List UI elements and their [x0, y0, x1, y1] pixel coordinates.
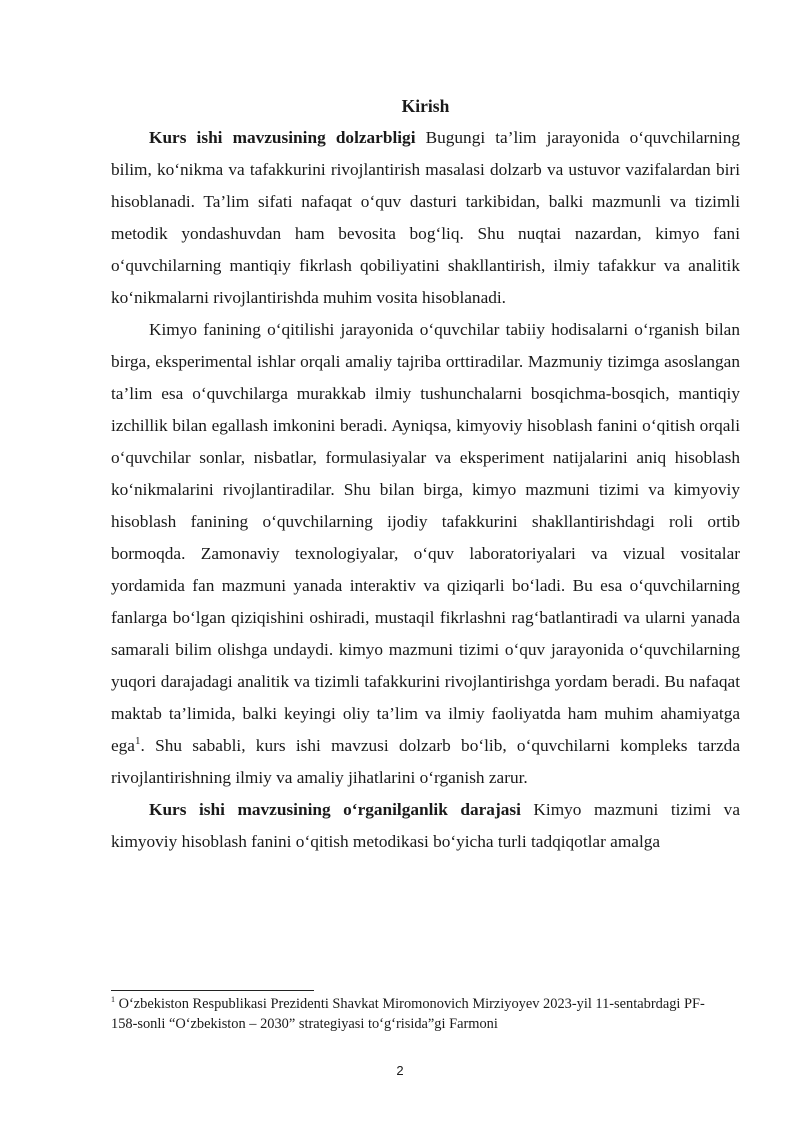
- footnote: [111, 994, 731, 1034]
- paragraph-study-degree: [111, 794, 740, 858]
- paragraph-lead: Kurs ishi mavzusining o‘rganilganlik darajasi: [149, 800, 521, 819]
- paragraph-chemistry-teaching: [111, 314, 740, 794]
- paragraph-text: . Shu sababli, kurs ishi mavzusi dolzarb bo‘lib, o‘quvchilarni kompleks tarzda rivojlantirishning ilmiy va amaliy jihatlarini o‘rganish zarur.: [111, 736, 740, 787]
- paragraph-lead: Kurs ishi mavzusining dolzarbligi: [149, 128, 416, 147]
- footnote-mark: 1: [111, 995, 115, 1005]
- paragraph-text: Kimyo mazmuni tizimi va kimyoviy hisoblash fanini o‘qitish metodikasi bo‘yicha turli tadqiqotlar amalga: [111, 800, 740, 851]
- footnote-text: O‘zbekiston Respublikasi Prezidenti Shavkat Miromonovich Mirziyoyev 2023-yil 11-sentabrdagi PF-158-sonli “O‘zbekiston – 2030” strategiyasi to‘g‘risida”gi Farmoni: [111, 996, 705, 1032]
- section-heading: Kirish: [401, 96, 450, 116]
- page-body: [111, 92, 740, 858]
- paragraph-text: Bugungi ta’lim jarayonida o‘quvchilarning bilim, ko‘nikma va tafakkurini rivojlantirish masalasi dolzarb va ustuvor vazifalardan biri hisoblanadi. Ta’lim sifati nafaqat o‘quv dasturi tarkibidan, balki mazmunli va tizimli metodik yondashuvdan ham bevosita bog‘liq. Shu nuqtai nazardan, kimyo fani o‘quvchilarning mantiqiy fikrlash qobiliyatini shakllantirish, ilmiy tafakkur va analitik ko‘nikmalarni rivojlantirishda muhim vosita hisoblanadi.: [111, 128, 740, 307]
- footnote-reference[interactable]: 1: [134, 735, 141, 748]
- paragraph-relevance: [111, 122, 740, 314]
- page-number: 2: [396, 1063, 404, 1078]
- footnote-separator: [111, 990, 314, 991]
- paragraph-text: Kimyo fanining o‘qitilishi jarayonida o‘quvchilar tabiiy hodisalarni o‘rganish bilan birga, eksperimental ishlar orqali amaliy tajriba orttiradilar. Mazmuniy tizimga asoslangan ta’lim esa o‘quvchilarga murakkab ilmiy tushunchalarni bosqichma-bosqich, mantiqiy izchillik bilan egallash imkonini beradi. Ayniqsa, kimyoviy hisoblash fanini o‘qitish orqali o‘quvchilar sonlar, nisbatlar, formulasiyalar va eksperiment natijalarini aniq hisoblash ko‘nikmalarini rivojlantiradilar. Shu bilan birga, kimyo mazmuni tizimi va kimyoviy hisoblash fanining o‘quvchilarning ijodiy tafakkurini shakllantirishdagi roli ortib bormoqda. Zamonaviy texnologiyalar, o‘quv laboratoriyalari va vizual vositalar yordamida fan mazmuni yanada interaktiv va qiziqarli bo‘ladi. Bu esa o‘quvchilarning fanlarga bo‘lgan qiziqishini oshiradi, mustaqil fikrlashni rag‘batlantiradi va ularni yanada samarali bilim olishga undaydi. kimyo mazmuni tizimi o‘quv jarayonida o‘quvchilarning yuqori darajadagi analitik va tizimli tafakkurini rivojlantirishga yordam beradi. Bu nafaqat maktab ta’limida, balki keyingi oliy ta’lim va ilmiy faoliyatda ham muhim ahamiyatga ega: [111, 320, 740, 755]
